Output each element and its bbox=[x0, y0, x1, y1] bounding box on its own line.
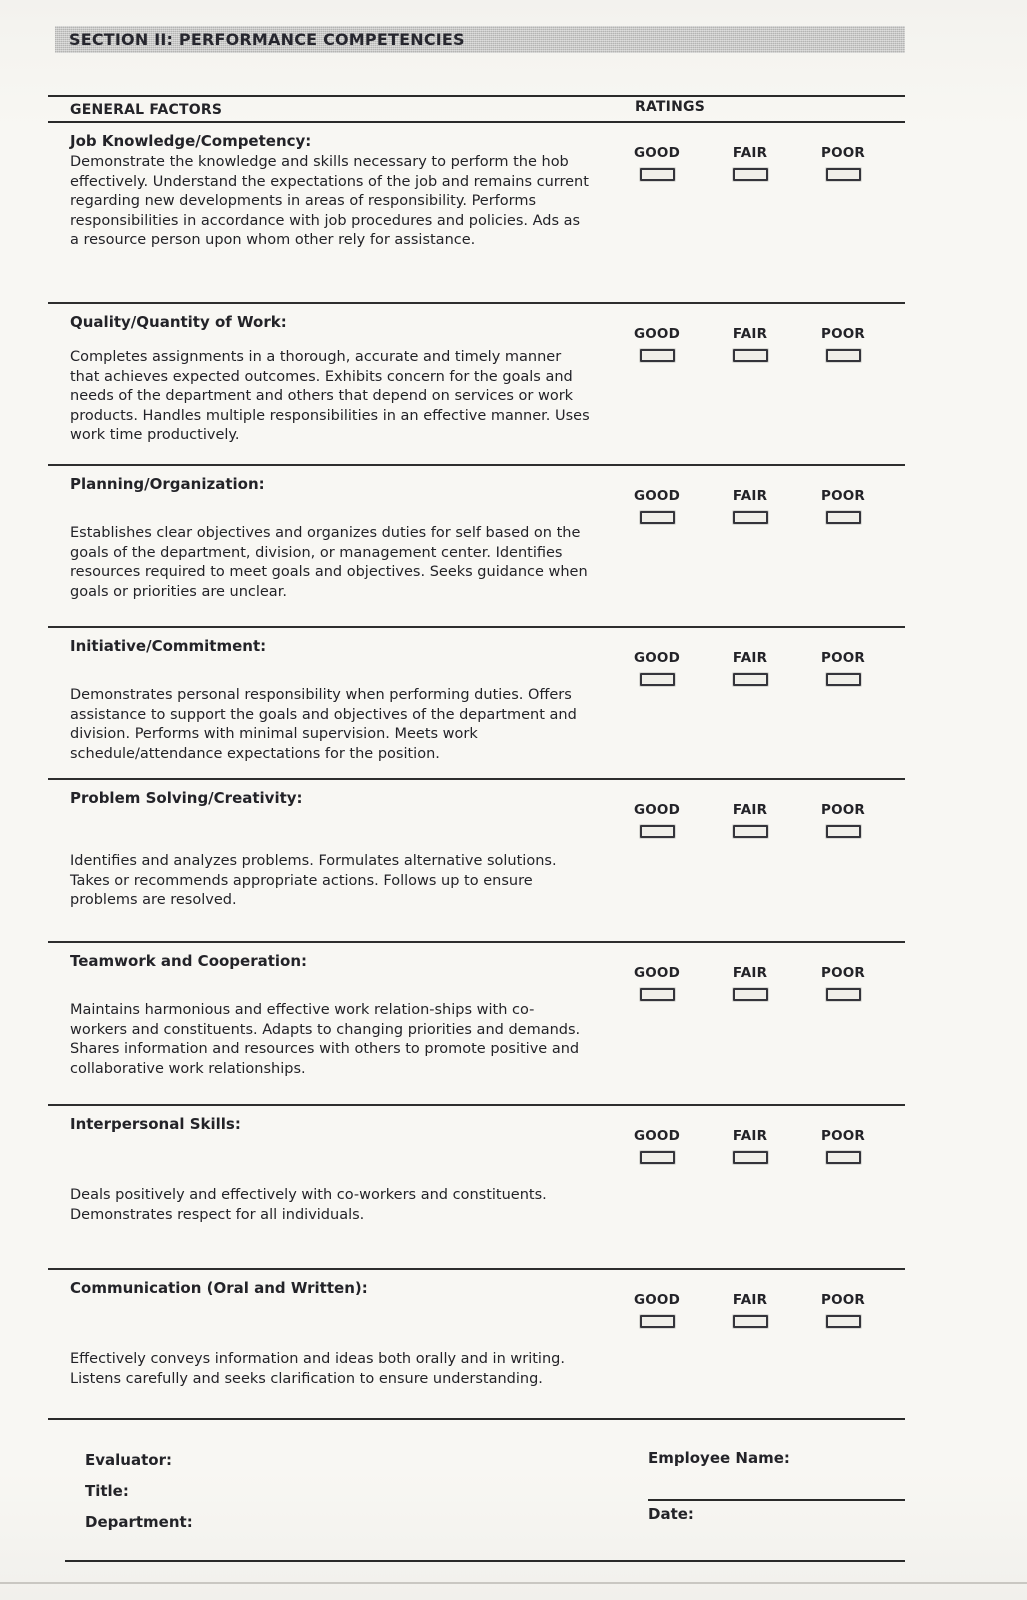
rating-checkbox-fair[interactable] bbox=[733, 1315, 768, 1328]
rating-label-good: GOOD bbox=[633, 965, 681, 981]
ratings-group bbox=[625, 636, 875, 686]
rating-label-poor: POOR bbox=[820, 488, 866, 504]
factor-title: Planning/Organization: bbox=[70, 475, 265, 493]
rating-label-good: GOOD bbox=[633, 1128, 681, 1144]
rating-label-poor: POOR bbox=[820, 802, 866, 818]
rating-checkbox-fair[interactable] bbox=[733, 168, 768, 181]
rating-checkbox-good[interactable] bbox=[640, 673, 675, 686]
rating-label-poor: POOR bbox=[820, 965, 866, 981]
rating-column-good bbox=[625, 650, 689, 686]
rating-column-poor bbox=[811, 1128, 875, 1164]
rating-label-poor: POOR bbox=[820, 1292, 866, 1308]
rating-checkbox-fair[interactable] bbox=[733, 673, 768, 686]
factor-description: Demonstrate the knowledge and skills necessary to perform the hob effectively. Understand the expectations of the job and remains current regarding new developments in areas of responsibility. Performs responsibilities in accordance with job procedures and policies. Ads as a resource person upon whom other rely for assistance. bbox=[70, 154, 589, 248]
factor-text bbox=[70, 131, 590, 251]
factor-text bbox=[70, 788, 590, 911]
rating-checkbox-poor[interactable] bbox=[826, 511, 861, 524]
rating-column-fair bbox=[718, 965, 782, 1001]
factor-text bbox=[70, 636, 590, 764]
factor-row-teamwork-cooperation bbox=[48, 941, 905, 1104]
rating-label-good: GOOD bbox=[633, 802, 681, 818]
rating-label-fair: FAIR bbox=[732, 145, 768, 161]
scan-edge bbox=[0, 1582, 1027, 1584]
rating-label-good: GOOD bbox=[633, 488, 681, 504]
ratings-group bbox=[625, 312, 875, 362]
rating-label-fair: FAIR bbox=[732, 802, 768, 818]
column-header-ratings: RATINGS bbox=[635, 99, 705, 115]
factor-text bbox=[70, 312, 590, 446]
rating-checkbox-good[interactable] bbox=[640, 1151, 675, 1164]
rating-label-poor: POOR bbox=[820, 1128, 866, 1144]
department-label: Department: bbox=[85, 1513, 193, 1531]
evaluator-label: Evaluator: bbox=[85, 1451, 172, 1469]
rating-label-fair: FAIR bbox=[732, 326, 768, 342]
rating-checkbox-fair[interactable] bbox=[733, 988, 768, 1001]
rating-checkbox-poor[interactable] bbox=[826, 825, 861, 838]
factor-row-planning-organization bbox=[48, 464, 905, 626]
rating-label-good: GOOD bbox=[633, 326, 681, 342]
rating-checkbox-poor[interactable] bbox=[826, 1151, 861, 1164]
rating-checkbox-fair[interactable] bbox=[733, 825, 768, 838]
ratings-group bbox=[625, 1278, 875, 1328]
factor-title: Communication (Oral and Written): bbox=[70, 1279, 368, 1297]
rating-label-fair: FAIR bbox=[732, 488, 768, 504]
factor-title: Job Knowledge/Competency: bbox=[70, 132, 312, 150]
factor-text bbox=[70, 1114, 590, 1225]
rating-checkbox-fair[interactable] bbox=[733, 1151, 768, 1164]
factor-text bbox=[70, 951, 590, 1079]
factor-row-job-knowledge bbox=[48, 123, 905, 302]
rating-column-good bbox=[625, 1292, 689, 1328]
rating-column-poor bbox=[811, 326, 875, 362]
factor-title: Teamwork and Cooperation: bbox=[70, 952, 308, 970]
factor-description: Establishes clear objectives and organizes duties for self based on the goals of the department, division, or management center. Identifies resources required to meet goals and objectives. Seeks guidance when goals or priorities are unclear. bbox=[70, 525, 588, 600]
factor-description: Effectively conveys information and ideas both orally and in writing. Listens carefully and seeks clarification to ensure understanding. bbox=[70, 1351, 565, 1387]
rating-column-good bbox=[625, 965, 689, 1001]
factor-row-problem-solving bbox=[48, 778, 905, 941]
rating-label-good: GOOD bbox=[633, 1292, 681, 1308]
rating-label-good: GOOD bbox=[633, 650, 681, 666]
rating-column-fair bbox=[718, 650, 782, 686]
factor-row-interpersonal-skills bbox=[48, 1104, 905, 1268]
rating-column-fair bbox=[718, 326, 782, 362]
factor-row-initiative-commitment bbox=[48, 626, 905, 778]
ratings-group bbox=[625, 474, 875, 524]
rating-label-poor: POOR bbox=[820, 326, 866, 342]
rating-label-good: GOOD bbox=[633, 145, 681, 161]
rating-column-fair bbox=[718, 488, 782, 524]
date-rule bbox=[648, 1499, 905, 1501]
rating-column-good bbox=[625, 802, 689, 838]
table-header bbox=[48, 97, 905, 123]
section-banner bbox=[55, 26, 905, 53]
rating-checkbox-poor[interactable] bbox=[826, 349, 861, 362]
factor-row-quality-quantity bbox=[48, 302, 905, 464]
rating-label-fair: FAIR bbox=[732, 965, 768, 981]
rating-label-fair: FAIR bbox=[732, 650, 768, 666]
rating-column-fair bbox=[718, 1292, 782, 1328]
rating-label-poor: POOR bbox=[820, 650, 866, 666]
rating-checkbox-poor[interactable] bbox=[826, 168, 861, 181]
ratings-group bbox=[625, 788, 875, 838]
employee-info bbox=[648, 1448, 905, 1524]
signature-block bbox=[48, 1418, 905, 1600]
factor-description: Completes assignments in a thorough, accurate and timely manner that achieves expected outcomes. Exhibits concern for the goals and needs of the department and others that depend on services or work products. Handles multiple responsibilities in an effective manner. Uses work time productively. bbox=[70, 349, 590, 443]
factor-title: Problem Solving/Creativity: bbox=[70, 789, 303, 807]
employee-name-label: Employee Name: bbox=[648, 1449, 790, 1467]
ratings-group bbox=[625, 131, 875, 181]
rating-label-poor: POOR bbox=[820, 145, 866, 161]
bottom-rule bbox=[65, 1560, 905, 1562]
rating-column-poor bbox=[811, 145, 875, 181]
factor-description: Demonstrates personal responsibility when performing duties. Offers assistance to support the goals and objectives of the department and division. Performs with minimal supervision. Meets work schedule/attendance expectations for the position. bbox=[70, 687, 577, 762]
rating-checkbox-poor[interactable] bbox=[826, 673, 861, 686]
factor-title: Initiative/Commitment: bbox=[70, 637, 267, 655]
factor-description: Identifies and analyzes problems. Formulates alternative solutions. Takes or recommends appropriate actions. Follows up to ensure problems are resolved. bbox=[70, 853, 557, 908]
rating-checkbox-good[interactable] bbox=[640, 168, 675, 181]
rating-checkbox-good[interactable] bbox=[640, 988, 675, 1001]
rating-column-poor bbox=[811, 650, 875, 686]
rating-column-good bbox=[625, 1128, 689, 1164]
rating-column-good bbox=[625, 145, 689, 181]
rating-checkbox-good[interactable] bbox=[640, 511, 675, 524]
rating-column-poor bbox=[811, 488, 875, 524]
rating-checkbox-poor[interactable] bbox=[826, 1315, 861, 1328]
evaluator-info bbox=[85, 1450, 193, 1532]
ratings-group bbox=[625, 951, 875, 1001]
rating-checkbox-poor[interactable] bbox=[826, 988, 861, 1001]
factor-row-communication bbox=[48, 1268, 905, 1418]
rating-checkbox-good[interactable] bbox=[640, 825, 675, 838]
rating-column-fair bbox=[718, 145, 782, 181]
rating-checkbox-good[interactable] bbox=[640, 349, 675, 362]
title-label: Title: bbox=[85, 1482, 129, 1500]
rating-checkbox-fair[interactable] bbox=[733, 511, 768, 524]
rating-column-good bbox=[625, 488, 689, 524]
rating-column-fair bbox=[718, 802, 782, 838]
rating-column-good bbox=[625, 326, 689, 362]
factor-description: Maintains harmonious and effective work relation-ships with co-workers and constituents. Adapts to changing priorities and demands. Shares information and resources with others to promote positive and collaborative work relationships. bbox=[70, 1002, 581, 1077]
rating-column-fair bbox=[718, 1128, 782, 1164]
factor-title: Interpersonal Skills: bbox=[70, 1115, 241, 1133]
column-header-general-factors: GENERAL FACTORS bbox=[70, 102, 223, 118]
rating-column-poor bbox=[811, 1292, 875, 1328]
rating-label-fair: FAIR bbox=[732, 1292, 768, 1308]
date-label: Date: bbox=[648, 1505, 694, 1523]
rating-column-poor bbox=[811, 965, 875, 1001]
section-title: SECTION II: PERFORMANCE COMPETENCIES bbox=[69, 30, 465, 49]
rating-checkbox-fair[interactable] bbox=[733, 349, 768, 362]
factor-text bbox=[70, 1278, 590, 1389]
factor-description: Deals positively and effectively with co-workers and constituents. Demonstrates respect for all individuals. bbox=[70, 1187, 547, 1223]
factor-text bbox=[70, 474, 590, 602]
factor-title: Quality/Quantity of Work: bbox=[70, 313, 287, 331]
ratings-group bbox=[625, 1114, 875, 1164]
rating-column-poor bbox=[811, 802, 875, 838]
rating-checkbox-good[interactable] bbox=[640, 1315, 675, 1328]
rating-label-fair: FAIR bbox=[732, 1128, 768, 1144]
